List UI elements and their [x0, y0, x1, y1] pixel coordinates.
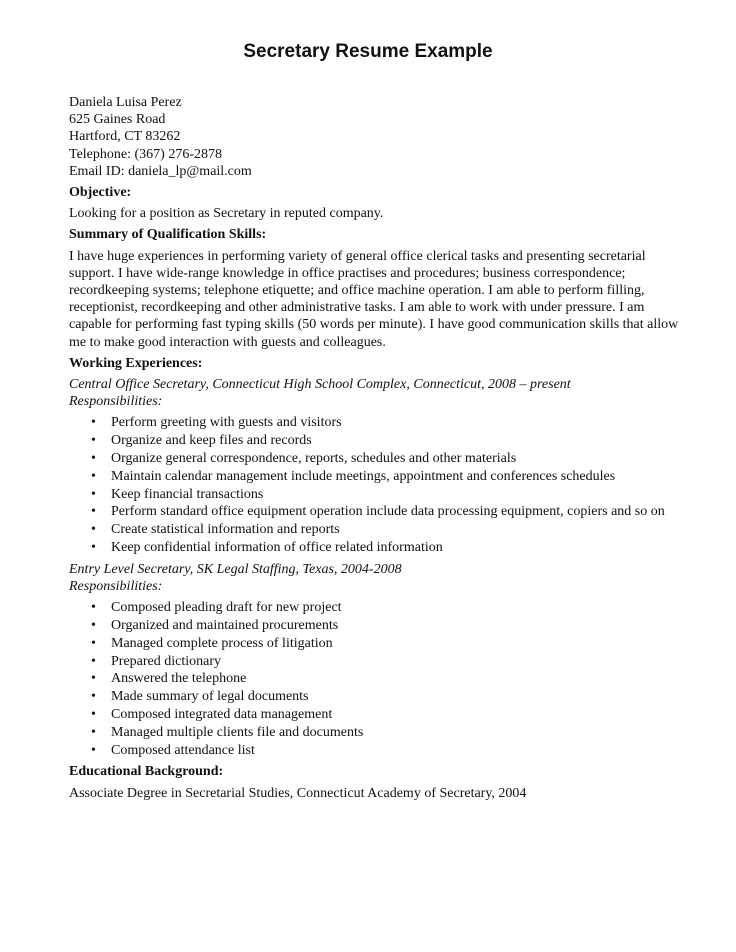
job-section-2 [69, 561, 681, 760]
list-item: • Maintain calendar management include meetings, appointment and conferences schedules [91, 468, 616, 484]
responsibilities-label: Responsibilities: [69, 579, 163, 595]
list-item: • Organize general correspondence, reports, schedules and other materials [91, 451, 517, 467]
summary-heading: Summary of Qualification Skills: [69, 227, 267, 243]
list-item: • Composed integrated data management [91, 707, 333, 723]
objective-heading: Objective: [69, 185, 132, 201]
bullet-icon: • [91, 540, 96, 556]
page-title: Secretary Resume Example [243, 41, 493, 62]
bullet-icon: • [91, 653, 96, 669]
contact-name: Daniela Luisa Perez [69, 95, 182, 110]
education-heading: Educational Background: [69, 764, 224, 780]
list-item: • Keep financial transactions [91, 486, 264, 502]
bullet-icon: • [91, 600, 96, 616]
list-item: • Composed pleading draft for new project [91, 600, 342, 616]
objective-text: Looking for a position as Secretary in reputed company. [69, 206, 384, 222]
contact-address: 625 Gaines Road [69, 112, 166, 128]
contact-email: Email ID: daniela_lp@mail.com [69, 163, 252, 179]
contact-city: Hartford, CT 83262 [69, 129, 181, 145]
bullet-icon: • [91, 415, 96, 431]
bullet-icon: • [91, 618, 96, 634]
bullet-icon: • [91, 468, 96, 484]
list-item: • Create statistical information and reports [91, 522, 340, 538]
responsibilities-list [69, 414, 681, 556]
list-item: • Perform greeting with guests and visitors [91, 415, 342, 431]
list-item: • Organize and keep files and records [91, 433, 312, 449]
list-item: • Organized and maintained procurements [91, 618, 339, 634]
education-text: Associate Degree in Secretarial Studies, Connecticut Academy of Secretary, 2004 [69, 785, 527, 801]
bullet-icon: • [91, 504, 96, 520]
list-item: • Composed attendance list [91, 742, 255, 758]
list-item: • Managed multiple clients file and documents [91, 724, 364, 740]
responsibilities-list [69, 599, 681, 759]
bullet-icon: • [91, 742, 96, 758]
list-item: • Perform standard office equipment operation include data processing equipment, copiers and so on [91, 504, 665, 520]
list-item: • Answered the telephone [91, 671, 247, 687]
job-section-1 [69, 376, 681, 557]
experience-heading: Working Experiences: [69, 355, 203, 371]
contact-block [69, 94, 681, 180]
summary-text: I have huge experiences in performing variety of general office clerical tasks and presenting secretarial support. I have wide-range knowledge in office practises and procedures; business correspondence; recordkeeping systems; telephone etiquette; and office machine operation. I am able to perform filling, receptionist, recordkeeping and other administrative tasks. I am able to work with under pressure. I am capable for performing fast typing skills (50 words per minute). I have good communication skills that allow me to make good interaction with guests and colleagues. [69, 248, 679, 350]
list-item: • Keep confidential information of office related information [91, 540, 443, 556]
bullet-icon: • [91, 671, 96, 687]
contact-telephone: Telephone: (367) 276-2878 [69, 146, 222, 162]
list-item: • Made summary of legal documents [91, 689, 309, 705]
job-title: Entry Level Secretary, SK Legal Staffing, Texas, 2004-2008 [69, 561, 402, 577]
bullet-icon: • [91, 724, 96, 740]
list-item: • Managed complete process of litigation [91, 635, 333, 651]
bullet-icon: • [91, 486, 96, 502]
list-item: • Prepared dictionary [91, 653, 222, 669]
bullet-icon: • [91, 522, 96, 538]
bullet-icon: • [91, 433, 96, 449]
bullet-icon: • [91, 707, 96, 723]
bullet-icon: • [91, 635, 96, 651]
responsibilities-label: Responsibilities: [69, 394, 163, 410]
bullet-icon: • [91, 689, 96, 705]
resume-content [69, 94, 681, 806]
bullet-icon: • [91, 451, 96, 467]
job-title: Central Office Secretary, Connecticut High School Complex, Connecticut, 2008 – present [69, 377, 571, 393]
